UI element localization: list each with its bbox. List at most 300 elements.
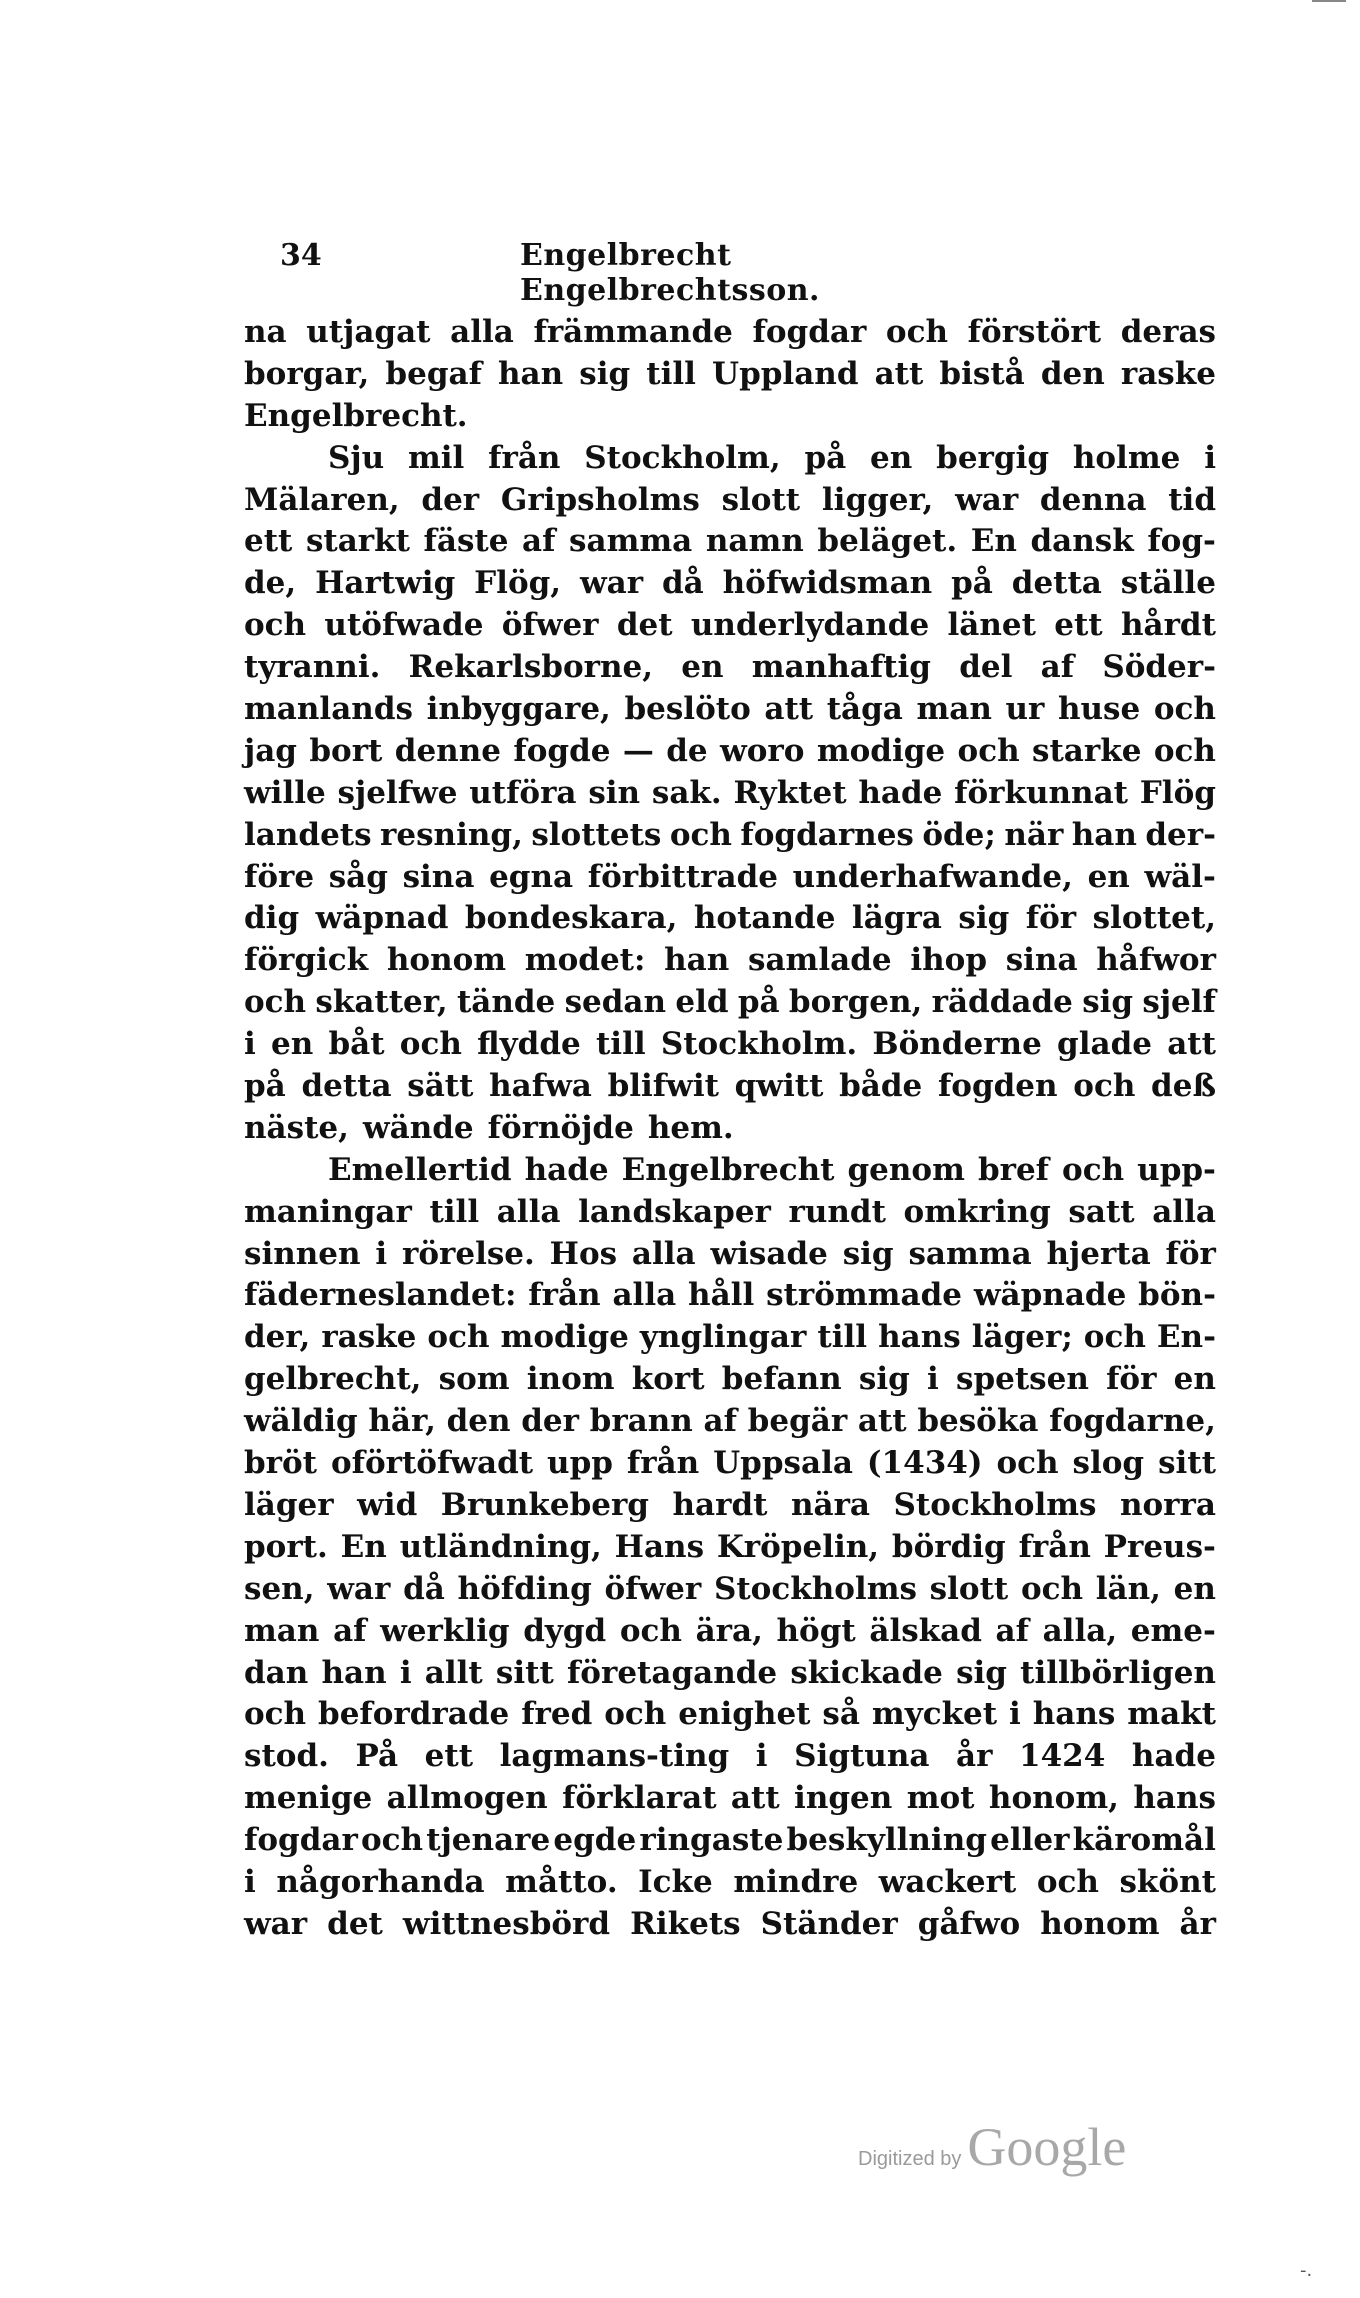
word: sen, (244, 1570, 315, 1607)
word: honom (386, 942, 507, 979)
word: blifwit (607, 1068, 719, 1105)
word: ingen (794, 1780, 893, 1817)
text-line (244, 1736, 1216, 1778)
word: de, (244, 565, 297, 602)
word: underhafwande, (792, 858, 1073, 895)
body-text (244, 312, 1216, 1946)
word: tände (456, 984, 556, 1021)
word: begaf (385, 355, 482, 392)
word: utjagat (306, 314, 431, 350)
word: länet (947, 607, 1036, 644)
text-line (244, 647, 1216, 689)
word: såg (328, 858, 388, 895)
word: ära, (695, 1612, 763, 1649)
word: strömmade (766, 1277, 962, 1314)
word: bördig (891, 1528, 1006, 1565)
word: sjelf (1142, 984, 1216, 1021)
text-line (244, 940, 1216, 982)
word: en (681, 649, 724, 686)
word: håll (688, 1277, 755, 1314)
word: både (839, 1068, 923, 1105)
word: slottet, (1092, 900, 1216, 937)
word: samma (569, 523, 693, 560)
word: deß (1151, 1068, 1216, 1105)
word: Hartwig (315, 565, 456, 602)
word: wäpnade (973, 1277, 1127, 1314)
text-line (244, 1192, 1216, 1234)
word: af (703, 1403, 737, 1440)
word: och (1062, 1151, 1125, 1188)
word: i (399, 1654, 412, 1691)
text-line (244, 563, 1216, 605)
word: underlydande (690, 607, 930, 644)
word: nära (790, 1486, 870, 1523)
word: sig (956, 1654, 1007, 1691)
text-line (244, 1401, 1216, 1443)
word: befann (721, 1361, 842, 1398)
word: Rekarlsborne, (408, 649, 654, 686)
word: ihop (910, 942, 987, 979)
word: alla (631, 1235, 696, 1272)
word: wackert (878, 1863, 1017, 1900)
word: manlands (244, 691, 413, 728)
word: i (244, 1026, 256, 1063)
word: tjenare (426, 1822, 551, 1859)
word: den (1040, 355, 1105, 392)
word: han (1071, 816, 1137, 853)
word: Emellertid (328, 1151, 512, 1188)
word: denna (1039, 481, 1147, 518)
text-line (244, 1150, 1216, 1192)
word: detta (301, 1068, 392, 1105)
word: sig (858, 1361, 910, 1398)
word: mycket (871, 1696, 998, 1733)
word: hade (1131, 1738, 1216, 1775)
word: ur (1005, 691, 1045, 728)
word: wäldig (244, 1403, 358, 1440)
word: glade (1057, 1026, 1152, 1063)
word: fogde (513, 732, 611, 769)
scan-corner-mark (1312, 0, 1346, 6)
word: landskaper (578, 1193, 771, 1230)
word: der (521, 1403, 579, 1440)
word: hjerta (1046, 1235, 1151, 1272)
word: dansk (1030, 523, 1134, 560)
word: borgen, (788, 984, 923, 1021)
word: hafwa (489, 1068, 592, 1105)
word: län, (1095, 1570, 1161, 1607)
word: upp- (1137, 1151, 1216, 1188)
word: käromål (1072, 1822, 1216, 1859)
word: på (951, 565, 993, 602)
word: i (927, 1361, 939, 1398)
word: näste, (244, 1109, 349, 1146)
word: håfwor (1096, 942, 1216, 979)
word: fred (521, 1696, 593, 1733)
word: förkunnat (954, 774, 1128, 811)
word: der (421, 481, 480, 518)
word: det (327, 1905, 383, 1942)
word: i (755, 1738, 768, 1775)
word: då (661, 565, 704, 602)
word: skickade (790, 1654, 943, 1691)
word: — (622, 732, 654, 769)
text-line (244, 1527, 1216, 1569)
word: satt (1068, 1193, 1135, 1230)
page-number: 34 (280, 238, 322, 273)
word: för (1025, 900, 1077, 937)
word: alla (450, 314, 514, 350)
word: der, (244, 1319, 311, 1356)
word: skönt (1119, 1863, 1216, 1900)
text-line (244, 1778, 1216, 1820)
word: tid (1168, 481, 1216, 518)
word: af (522, 523, 556, 560)
word: och (669, 816, 732, 853)
word: och (360, 1822, 424, 1859)
word: tåga (826, 691, 903, 728)
word: slottets (531, 816, 662, 853)
word: makt (1127, 1696, 1216, 1733)
word: räddade (931, 984, 1073, 1021)
word: och (1153, 732, 1216, 769)
word: befordrade (318, 1696, 510, 1733)
word: Gripsholms (500, 481, 700, 518)
word: höfwidsman (722, 565, 933, 602)
word: i (1204, 439, 1216, 476)
word: fogdarnes (740, 816, 914, 853)
text-line (244, 1066, 1216, 1108)
word: höfding (457, 1570, 592, 1607)
google-logo: Google (967, 2117, 1127, 2177)
word: ett (424, 1738, 474, 1775)
word: öde; (922, 816, 996, 853)
word: på (244, 1068, 286, 1105)
word: utöfwade (324, 607, 484, 644)
word: Sigtuna (794, 1738, 930, 1775)
word: och (427, 1319, 490, 1356)
word: starkt (305, 523, 410, 560)
word: att (764, 691, 814, 728)
text-line (244, 1275, 1216, 1317)
word: och (244, 1696, 307, 1733)
text-line (244, 1694, 1216, 1736)
text-line (244, 1569, 1216, 1611)
word: samma (908, 1235, 1032, 1272)
word: från (626, 1445, 700, 1482)
word: förklarat (562, 1780, 717, 1817)
word: på (804, 439, 847, 476)
word: man (244, 1612, 320, 1649)
word: sedan (564, 984, 667, 1021)
word: hade (524, 1151, 609, 1188)
word: Stockholms (893, 1486, 1097, 1523)
word: fogdarne, (1049, 1403, 1216, 1440)
word: Ständer (760, 1905, 898, 1942)
word: eme- (1130, 1612, 1216, 1649)
word: sig (958, 900, 1010, 937)
word: war (955, 481, 1019, 518)
word: en (1087, 858, 1130, 895)
word: resning, (380, 816, 523, 853)
page-header (280, 238, 940, 308)
word: i (375, 1235, 388, 1272)
word: Ryktet (733, 774, 847, 811)
word: huse (1057, 691, 1141, 728)
word: utländning, (399, 1528, 602, 1565)
word: lägra (851, 900, 942, 937)
word: Engelbrecht. (244, 397, 468, 434)
word: holme (1072, 439, 1181, 476)
word: modige (500, 1319, 629, 1356)
word: som (438, 1361, 510, 1398)
word: modige (816, 732, 946, 769)
word: sin (588, 774, 641, 811)
word: hade (858, 774, 943, 811)
word: wäl- (1144, 858, 1216, 895)
word: del (959, 649, 1013, 686)
word: dan (244, 1654, 309, 1691)
word: Kröpelin, (716, 1528, 880, 1565)
text-line (244, 1485, 1216, 1527)
word: wille (244, 774, 326, 811)
word: före (244, 858, 315, 895)
word: oförtöfwadt (330, 1445, 534, 1482)
word: mil (407, 439, 465, 476)
word: flydde (477, 1026, 581, 1063)
word: sitt (1158, 1445, 1216, 1482)
word: lagmans-ting (499, 1738, 730, 1775)
word: och (604, 1696, 667, 1733)
word: Icke (638, 1863, 713, 1900)
word: beslöto (624, 691, 751, 728)
word: och (399, 1026, 462, 1063)
word: läger; (971, 1319, 1073, 1356)
word: upp (547, 1445, 613, 1482)
word: och (619, 1612, 682, 1649)
digitized-by-watermark (858, 2116, 1126, 2176)
word: sig (842, 1235, 894, 1272)
word: dygd (523, 1612, 607, 1649)
word: På (355, 1738, 399, 1775)
word: att (1167, 1026, 1216, 1063)
word: woro (720, 732, 805, 769)
word: modet: (524, 942, 646, 979)
text-line (244, 605, 1216, 647)
word: förnöjde (487, 1109, 634, 1146)
word: En- (1156, 1319, 1216, 1356)
word: slott (929, 1570, 1009, 1607)
text-line (244, 815, 1216, 857)
word: beläget. (817, 523, 958, 560)
word: hans (878, 1319, 961, 1356)
word: wid (357, 1486, 418, 1523)
word: alla (612, 1277, 677, 1314)
word: mot (906, 1780, 975, 1817)
word: och (1153, 691, 1216, 728)
word: slog (1072, 1445, 1145, 1482)
word: båt (328, 1026, 385, 1063)
word: han (498, 355, 564, 392)
word: omkring (903, 1193, 1051, 1230)
word: år (956, 1738, 993, 1775)
word: deras (1120, 314, 1216, 350)
word: och (885, 314, 949, 350)
word: bön- (1138, 1277, 1216, 1314)
word: och (1083, 1319, 1146, 1356)
word: Stockholm, (584, 439, 781, 476)
text-line (244, 1904, 1216, 1946)
word: besöka (917, 1403, 1039, 1440)
word: mindre (733, 1863, 859, 1900)
word: fogdar (752, 314, 867, 350)
text-line (244, 1024, 1216, 1066)
word: tillbörligen (1020, 1654, 1216, 1691)
text-line (244, 396, 1216, 438)
word: från (488, 439, 561, 476)
word: och (996, 1445, 1059, 1482)
word: begär (747, 1403, 848, 1440)
word: war (244, 1905, 308, 1942)
word: för (1106, 1361, 1157, 1398)
text-line (244, 1611, 1216, 1653)
word: de (666, 732, 708, 769)
word: Stockholms (713, 1570, 917, 1607)
text-line (244, 1108, 1216, 1150)
word: måtto. (505, 1863, 618, 1900)
word: kort (631, 1361, 705, 1398)
word: då (403, 1570, 445, 1607)
word: bergig (936, 439, 1049, 476)
word: sina (1005, 942, 1078, 979)
word: fogden (937, 1068, 1058, 1105)
word: ställe (1120, 565, 1216, 602)
word: en (271, 1026, 314, 1063)
word: till (817, 1319, 868, 1356)
word: enighet (678, 1696, 811, 1733)
word: och (244, 984, 307, 1021)
word: förgick (244, 942, 369, 979)
word: att (874, 355, 924, 392)
text-line (244, 312, 1216, 354)
word: Stockholm. (660, 1026, 858, 1063)
word: hotande (693, 900, 836, 937)
word: läger (244, 1486, 334, 1523)
word: ett (1054, 607, 1103, 644)
word: inbyggare, (426, 691, 611, 728)
word: skatter, (315, 984, 448, 1021)
word: till (646, 355, 696, 392)
word: Engelbrecht (621, 1151, 835, 1188)
word: tyranni. (244, 649, 381, 686)
word: man (916, 691, 992, 728)
word: älskad (869, 1612, 982, 1649)
word: i (1009, 1696, 1021, 1733)
word: år (1179, 1905, 1216, 1942)
text-line (244, 689, 1216, 731)
word: för (1165, 1235, 1216, 1272)
text-line (244, 773, 1216, 815)
text-line (244, 438, 1216, 480)
word: från (528, 1277, 601, 1314)
word: Brunkeberg (440, 1486, 649, 1523)
word: wisade (710, 1235, 828, 1272)
word: werklig (380, 1612, 510, 1649)
word: bref (977, 1151, 1050, 1188)
word: när (1004, 816, 1064, 853)
word: borgar, (244, 355, 370, 392)
word: na (244, 314, 287, 350)
word: sjelfwe (337, 774, 458, 811)
word: företagande (566, 1654, 778, 1691)
word: raske (321, 1319, 417, 1356)
text-line (244, 521, 1216, 563)
word: starke (1032, 732, 1142, 769)
word: Rikets (630, 1905, 741, 1942)
word: en (1173, 1361, 1216, 1398)
word: af (1040, 649, 1075, 686)
word: jag (244, 732, 297, 769)
word: Sju (328, 439, 385, 476)
word: maningar (244, 1193, 412, 1230)
word: wände (362, 1109, 474, 1146)
word: alla (1152, 1193, 1216, 1230)
word: eller (990, 1822, 1070, 1859)
word: slott (721, 481, 801, 518)
word: egde (553, 1822, 637, 1859)
word: af (333, 1612, 367, 1649)
word: 1424 (1019, 1738, 1106, 1775)
word: ynglingar (639, 1319, 807, 1356)
word: sitt (495, 1654, 554, 1691)
word: ligger, (821, 481, 934, 518)
word: En (340, 1528, 387, 1565)
word: bröt (244, 1445, 318, 1482)
word: utföra (469, 774, 577, 811)
word: raske (1120, 355, 1216, 392)
word: en (1173, 1570, 1216, 1607)
text-line (244, 1359, 1216, 1401)
word: hans (1032, 1696, 1116, 1733)
word: på (737, 984, 780, 1021)
word: Uppland (712, 355, 859, 392)
word: fogdar (244, 1822, 358, 1859)
word: manhaftig (751, 649, 931, 686)
word: han (321, 1654, 387, 1691)
word: och (1036, 1863, 1099, 1900)
word: Hos (549, 1235, 618, 1272)
word: sina (402, 858, 475, 895)
text-line (244, 898, 1216, 940)
word: öfwer (604, 1570, 702, 1607)
running-title: Engelbrecht Engelbrechtsson. (520, 238, 820, 308)
word: hem. (647, 1109, 734, 1146)
word: och (244, 607, 307, 644)
word: rörelse. (402, 1235, 535, 1272)
word: (1434) (866, 1445, 983, 1482)
word: denne (394, 732, 501, 769)
word: hardt (672, 1486, 768, 1523)
text-line (244, 480, 1216, 522)
word: bistå (939, 355, 1025, 392)
text-line (244, 354, 1216, 396)
word: eld (675, 984, 729, 1021)
word: allt (424, 1654, 483, 1691)
word: och (957, 732, 1020, 769)
word: det (616, 607, 673, 644)
text-line (244, 1443, 1216, 1485)
word: Mälaren, (244, 481, 400, 518)
